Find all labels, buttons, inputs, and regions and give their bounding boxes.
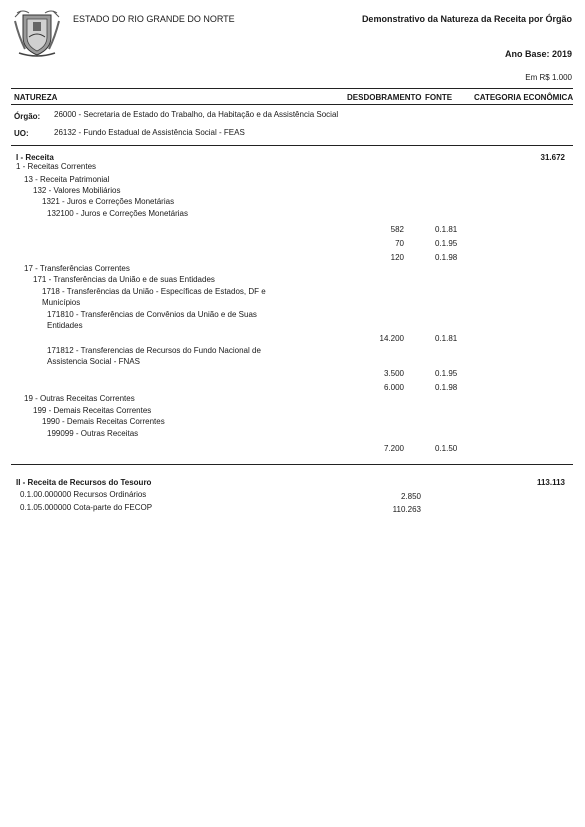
list-item: 1321 - Juros e Correções Monetárias <box>42 197 175 206</box>
col-desdobramento: DESDOBRAMENTO <box>347 93 422 102</box>
fonte-value: 0.1.95 <box>435 239 458 248</box>
col-categoria: CATEGORIA ECONÔMICA <box>474 93 574 102</box>
list-item: 171810 - Transferências de Convênios da União e de Suas Entidades <box>47 310 257 330</box>
section1-title: I - Receita <box>16 153 54 162</box>
col-natureza: NATUREZA <box>14 93 58 102</box>
resource-value: 110.263 <box>392 505 421 514</box>
list-item: 199 - Demais Receitas Correntes <box>33 406 152 415</box>
section1-total: 31.672 <box>540 153 565 162</box>
fonte-value: 0.1.50 <box>435 444 458 453</box>
desdobramento-value: 14.200 <box>379 334 404 343</box>
report-title: Demonstrativo da Natureza da Receita por Órgão <box>361 14 572 24</box>
list-item: 17 - Transferências Correntes <box>24 264 130 273</box>
desdobramento-value: 582 <box>390 225 404 234</box>
base-year: Ano Base: 2019 <box>504 49 572 59</box>
fonte-value: 0.1.98 <box>435 253 458 262</box>
fonte-value: 0.1.81 <box>435 225 458 234</box>
header-divider-bottom <box>11 104 573 105</box>
list-item: 13 - Receita Patrimonial <box>24 175 110 184</box>
col-fonte: FONTE <box>425 93 453 102</box>
section2-title: II - Receita de Recursos do Tesouro <box>16 478 152 487</box>
resource-label: 0.1.05.000000 Cota-parte do FECOP <box>20 503 153 512</box>
list-item: 171 - Transferências da União e de suas Entidades <box>33 275 215 284</box>
list-item: 19 - Outras Receitas Correntes <box>24 394 135 403</box>
list-item: 171812 - Transferencias de Recursos do Fundo Nacional de Assistencia Social - FNAS <box>47 346 261 366</box>
uo-value: 26132 - Fundo Estadual de Assistência Social - FEAS <box>54 128 245 137</box>
desdobramento-value: 120 <box>390 253 404 262</box>
desdobramento-value: 6.000 <box>383 383 404 392</box>
list-item: 1718 - Transferências da União - Específicas de Estados, DF e Municípios <box>42 287 266 307</box>
orgao-value: 26000 - Secretaria de Estado do Trabalho, da Habitação e da Assistência Social <box>54 110 339 119</box>
desdobramento-value: 70 <box>395 239 404 248</box>
section-divider <box>11 464 573 465</box>
fonte-value: 0.1.95 <box>435 369 458 378</box>
state-name: ESTADO DO RIO GRANDE DO NORTE <box>73 14 235 24</box>
uo-label: UO: <box>14 129 29 138</box>
fonte-value: 0.1.81 <box>435 334 458 343</box>
list-item: 132 - Valores Mobiliários <box>33 186 121 195</box>
orgao-label: Órgão: <box>14 112 41 121</box>
desdobramento-value: 7.200 <box>383 444 404 453</box>
list-item: 132100 - Juros e Correções Monetárias <box>47 209 188 218</box>
header-divider-top <box>11 88 573 89</box>
unit-divider <box>11 145 573 146</box>
state-coat-of-arms <box>13 7 61 59</box>
resource-label: 0.1.00.000000 Recursos Ordinários <box>20 490 147 499</box>
desdobramento-value: 3.500 <box>383 369 404 378</box>
section2-total: 113.113 <box>536 478 565 487</box>
list-item: 199099 - Outras Receitas <box>47 429 139 438</box>
currency-unit: Em R$ 1.000 <box>525 73 572 82</box>
list-item: 1990 - Demais Receitas Correntes <box>42 417 165 426</box>
fonte-value: 0.1.98 <box>435 383 458 392</box>
list-item: 1 - Receitas Correntes <box>16 162 97 171</box>
resource-value: 2.850 <box>400 492 421 501</box>
